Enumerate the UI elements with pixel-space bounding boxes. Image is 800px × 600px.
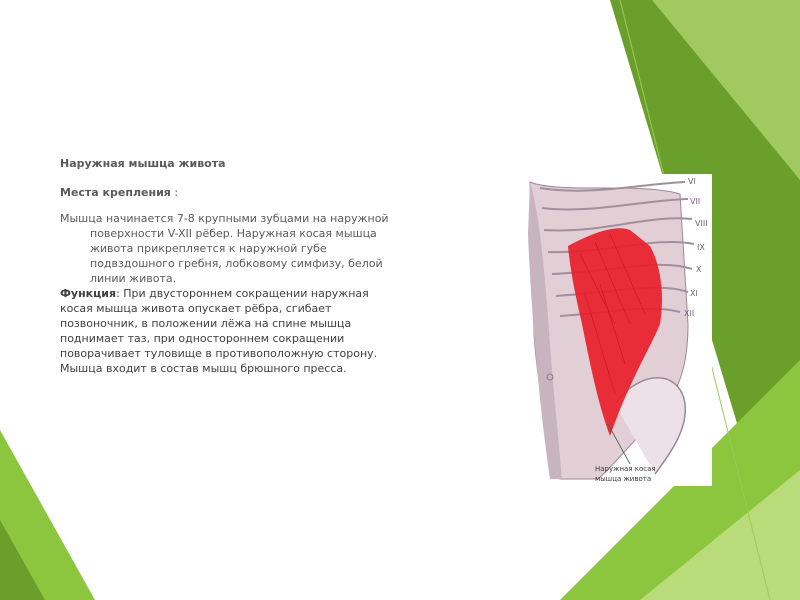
attachment-description <box>60 211 410 286</box>
function-label: Функция <box>60 287 117 300</box>
external-oblique-illustration <box>520 174 712 486</box>
slide-title: Наружная мышца живота <box>60 157 226 170</box>
attachment-text-rest: поверхности V-XII рёбер. Наружная косая мышца живота прикрепляется к наружной губе подвздошного гребня, лобковому симфизу, белой линии живота. <box>90 227 383 285</box>
rib-label-12: XII <box>684 309 695 318</box>
rib-label-9: IX <box>697 243 705 252</box>
rib-6 <box>540 182 685 191</box>
attachment-colon: : <box>170 186 179 199</box>
rib-label-7: VII <box>690 197 701 206</box>
attachment-label: Места крепления <box>60 186 171 199</box>
figure-caption-line1: Наружная косая <box>595 465 656 473</box>
anatomy-figure <box>520 174 712 486</box>
rib-label-11: XI <box>690 289 698 298</box>
rib-label-10: X <box>696 265 702 274</box>
attachment-text-first-line: Мышца начинается 7-8 крупными зубцами на наружной <box>60 212 389 225</box>
figure-caption-line2: мышца живота <box>595 475 652 483</box>
rib-label-6: VI <box>688 177 696 186</box>
rib-label-8: VIII <box>695 219 708 228</box>
function-text: : При двустороннем сокращении наружная косая мышца живота опускает рёбра, сгибает позвоночник, в положении лёжа на спине мышца поднимает таз, при одностороннем сокращении поворачивает туловище в противоположную сторону. Мышца входит в состав мышц брюшного пресса. <box>60 287 378 375</box>
function-paragraph <box>60 286 390 376</box>
attachment-heading <box>60 185 178 200</box>
